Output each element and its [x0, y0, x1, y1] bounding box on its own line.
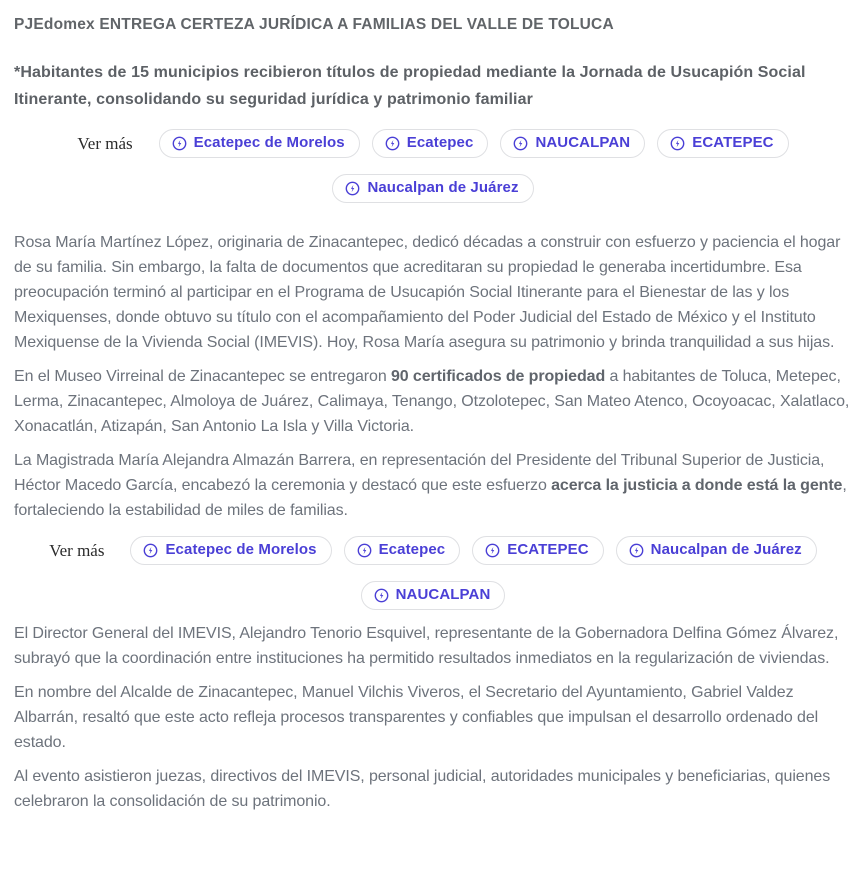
bolt-circle-icon: [629, 543, 644, 558]
article-title: PJEdomex ENTREGA CERTEZA JURÍDICA A FAMILIAS DEL VALLE DE TOLUCA: [14, 16, 614, 33]
tag-pill[interactable]: [500, 129, 645, 158]
paragraph-4: El Director General del IMEVIS, Alejandro Tenorio Esquivel, representante de la Gobernadora Delfina Gómez Álvarez, subrayó que la coordinación entre instituciones ha permitido resultados inmediatos en la regularización de viviendas.: [14, 625, 839, 667]
bolt-circle-icon: [485, 543, 500, 558]
tag-label: Ecatepec de Morelos: [193, 134, 345, 151]
tag-pill[interactable]: [130, 536, 331, 565]
tag-label: ECATEPEC: [692, 134, 774, 151]
tag-pill[interactable]: [657, 129, 788, 158]
bolt-circle-icon: [385, 136, 400, 151]
tag-label: Naucalpan de Juárez: [367, 179, 519, 196]
bolt-circle-icon: [172, 136, 187, 151]
ver-mas-link[interactable]: Ver más: [49, 540, 105, 560]
tag-pill[interactable]: [159, 129, 360, 158]
tag-label: NAUCALPAN: [535, 134, 631, 151]
article-body: [14, 230, 852, 814]
ver-mas-link[interactable]: Ver más: [77, 133, 133, 153]
bolt-circle-icon: [513, 136, 528, 151]
paragraph-3: [14, 448, 852, 523]
paragraph-3-bold: acerca la justicia a donde está la gente: [551, 477, 843, 494]
bolt-circle-icon: [357, 543, 372, 558]
paragraph-1: Rosa María Martínez López, originaria de Zinacantepec, dedicó décadas a construir con esfuerzo y paciencia el hogar de su familia. Sin embargo, la falta de documentos que acreditaran su propiedad le generaba incertidumbre. Esa preocupación terminó al participar en el Programa de Usucapión Social Itinerante para el Bienestar de las y los Mexiquenses, donde obtuvo su título con el acompañamiento del Poder Judicial del Estado de México y el Instituto Mexiquense de la Vivienda Social (IMEVIS). Hoy, Rosa María asegura su patrimonio y brinda tranquilidad a sus hijas.: [14, 234, 841, 351]
tag-pill[interactable]: [332, 174, 533, 203]
tag-label: ECATEPEC: [507, 541, 589, 558]
paragraph-2-text: a habitantes de Toluca, Metepec, Lerma, Zinacantepec, Almoloya de Juárez, Calimaya, Tenango, Otzolotepec, San Mateo Atenco, Ocoyoacac, Xalatlaco, Xonacatlán, Atizapán, San Antonio La Isla y Villa Victoria.: [14, 368, 850, 435]
bolt-circle-icon: [374, 588, 389, 603]
tag-label: Ecatepec: [406, 134, 474, 151]
tags-block-1: [14, 129, 852, 203]
tag-label: Naucalpan de Juárez: [650, 541, 802, 558]
paragraph-2: [14, 364, 852, 439]
tags-block-2: [14, 536, 852, 610]
tag-label: Ecatepec: [378, 541, 446, 558]
paragraph-5: En nombre del Alcalde de Zinacantepec, Manuel Vilchis Viveros, el Secretario del Ayuntamiento, Gabriel Valdez Albarrán, resaltó que este acto refleja procesos transparentes y confiables que impulsan el desarrollo ordenado del estado.: [14, 684, 819, 751]
tag-pill[interactable]: [472, 536, 603, 565]
tag-pill[interactable]: [344, 536, 461, 565]
paragraph-2-text: En el Museo Virreinal de Zinacantepec se entregaron: [14, 368, 391, 385]
bolt-circle-icon: [345, 181, 360, 196]
tag-pill[interactable]: [372, 129, 489, 158]
tag-pill[interactable]: [616, 536, 817, 565]
bolt-circle-icon: [670, 136, 685, 151]
paragraph-6: Al evento asistieron juezas, directivos del IMEVIS, personal judicial, autoridades municipales y beneficiarias, quienes celebraron la consolidación de su patrimonio.: [14, 768, 831, 810]
paragraph-3-text: La Magistrada María Alejandra Almazán Barrera, en representación del Presidente del Tribunal Superior de Justicia, Héctor Macedo García, encabezó la ceremonia y destacó que este esfuerzo: [14, 452, 825, 494]
paragraph-2-bold: 90 certificados de propiedad: [390, 368, 606, 385]
tag-label: NAUCALPAN: [395, 586, 491, 603]
tag-label: Ecatepec de Morelos: [165, 541, 317, 558]
bolt-circle-icon: [143, 543, 158, 558]
paragraph-3-text: , fortaleciendo la estabilidad de miles de familias.: [14, 477, 847, 519]
tag-pill[interactable]: [361, 581, 506, 610]
article-subtitle: *Habitantes de 15 municipios recibieron títulos de propiedad mediante la Jornada de Usucapión Social Itinerante, consolidando su seguridad jurídica y patrimonio familiar: [14, 64, 806, 108]
